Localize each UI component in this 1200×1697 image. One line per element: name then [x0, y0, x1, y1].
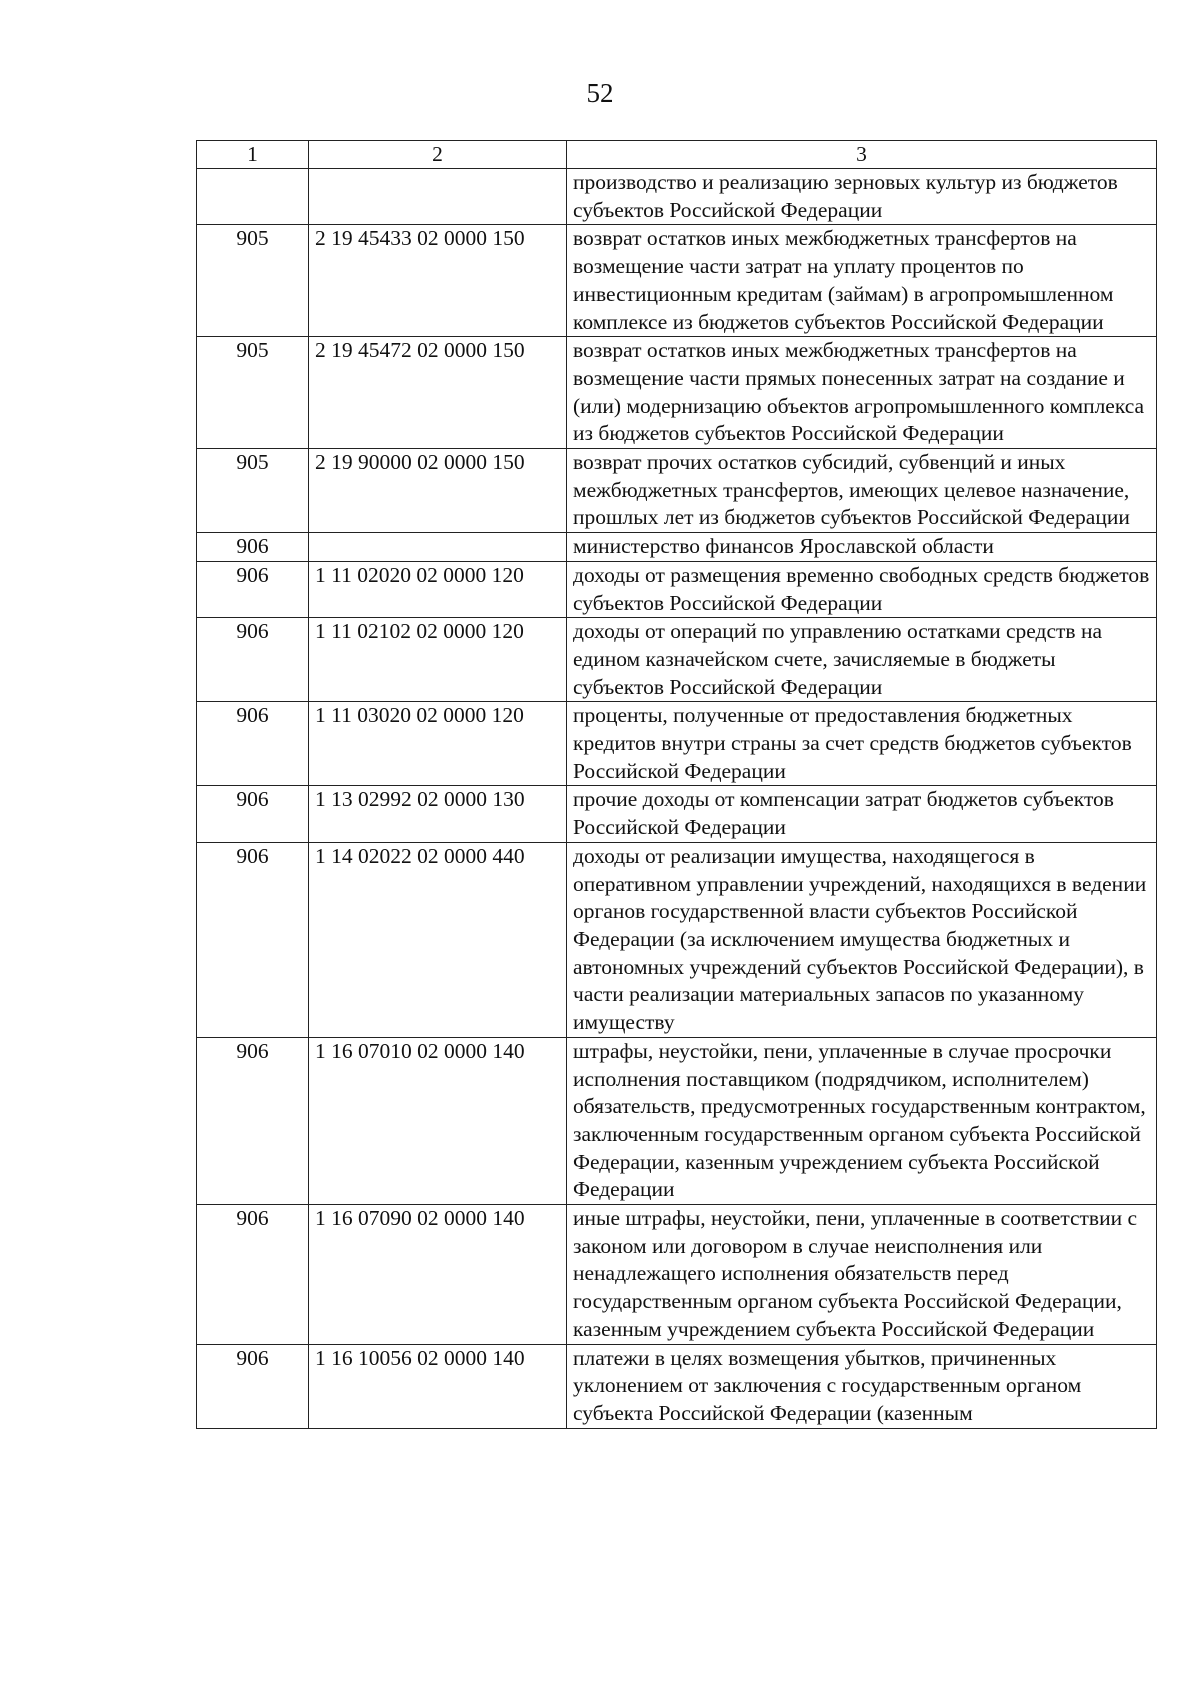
admin-code-cell: 906	[197, 842, 309, 1037]
description-cell: возврат прочих остатков субсидий, субвенций и иных межбюджетных трансфертов, имеющих целевое назначение, прошлых лет из бюджетов субъектов Российской Федерации	[567, 449, 1157, 533]
description-cell: иные штрафы, неустойки, пени, уплаченные в соответствии с законом или договором в случае неисполнения или ненадлежащего исполнения обязательств перед государственным органом субъекта Российской Федерации, казенным учреждением субъекта Российской Федерации	[567, 1205, 1157, 1345]
description-cell: штрафы, неустойки, пени, уплаченные в случае просрочки исполнения поставщиком (подрядчиком, исполнителем) обязательств, предусмотренных государственным контрактом, заключенным государственным органом субъекта Российской Федерации, казенным учреждением субъекта Российской Федерации	[567, 1037, 1157, 1204]
description-cell: возврат остатков иных межбюджетных трансфертов на возмещение части затрат на уплату процентов по инвестиционным кредитам (займам) в агропромышленном комплексе из бюджетов субъектов Российской Федерации	[567, 225, 1157, 337]
classification-code-cell: 1 16 07010 02 0000 140	[309, 1037, 567, 1204]
admin-code-cell: 906	[197, 1037, 309, 1204]
admin-code-cell: 905	[197, 337, 309, 449]
admin-code-cell: 906	[197, 561, 309, 617]
description-cell: доходы от размещения временно свободных средств бюджетов субъектов Российской Федерации	[567, 561, 1157, 617]
description-cell: проценты, полученные от предоставления бюджетных кредитов внутри страны за счет средств бюджетов субъектов Российской Федерации	[567, 702, 1157, 786]
classification-code-cell: 1 11 02020 02 0000 120	[309, 561, 567, 617]
classification-code-cell: 2 19 90000 02 0000 150	[309, 449, 567, 533]
admin-code-cell	[197, 169, 309, 225]
classification-code-cell: 2 19 45433 02 0000 150	[309, 225, 567, 337]
classification-code-cell: 1 11 02102 02 0000 120	[309, 618, 567, 702]
admin-code-cell: 905	[197, 449, 309, 533]
description-cell: возврат остатков иных межбюджетных трансфертов на возмещение части прямых понесенных затрат на создание и (или) модернизацию объектов агропромышленного комплекса из бюджетов субъектов Российской Федерации	[567, 337, 1157, 449]
table-row	[197, 702, 1157, 786]
classification-code-cell: 1 16 10056 02 0000 140	[309, 1344, 567, 1428]
admin-code-cell: 905	[197, 225, 309, 337]
classification-code-cell: 1 11 03020 02 0000 120	[309, 702, 567, 786]
table-row	[197, 786, 1157, 842]
header-row	[197, 141, 1157, 169]
description-cell: доходы от операций по управлению остатками средств на едином казначейском счете, зачисляемые в бюджеты субъектов Российской Федерации	[567, 618, 1157, 702]
description-cell: доходы от реализации имущества, находящегося в оперативном управлении учреждений, находящихся в ведении органов государственной власти субъектов Российской Федерации (за исключением имущества бюджетных и автономных учреждений субъектов Российской Федерации), в части реализации материальных запасов по указанному имуществу	[567, 842, 1157, 1037]
description-cell: производство и реализацию зерновых культур из бюджетов субъектов Российской Федерации	[567, 169, 1157, 225]
budget-codes-table	[196, 140, 1157, 1429]
table-row	[197, 561, 1157, 617]
admin-code-cell: 906	[197, 786, 309, 842]
table-row	[197, 169, 1157, 225]
admin-code-cell: 906	[197, 533, 309, 562]
header-col-3: 3	[567, 141, 1157, 169]
classification-code-cell	[309, 169, 567, 225]
classification-code-cell: 1 14 02022 02 0000 440	[309, 842, 567, 1037]
table-row	[197, 1344, 1157, 1428]
classification-code-cell: 2 19 45472 02 0000 150	[309, 337, 567, 449]
header-col-1: 1	[197, 141, 309, 169]
table-row	[197, 225, 1157, 337]
table-row	[197, 337, 1157, 449]
table-row	[197, 449, 1157, 533]
admin-code-cell: 906	[197, 618, 309, 702]
admin-code-cell: 906	[197, 702, 309, 786]
description-cell: платежи в целях возмещения убытков, причиненных уклонением от заключения с государственным органом субъекта Российской Федерации (казенным	[567, 1344, 1157, 1428]
classification-code-cell	[309, 533, 567, 562]
table-row	[197, 618, 1157, 702]
description-cell: министерство финансов Ярославской области	[567, 533, 1157, 562]
admin-code-cell: 906	[197, 1344, 309, 1428]
table-row	[197, 533, 1157, 562]
header-col-2: 2	[309, 141, 567, 169]
table-row	[197, 842, 1157, 1037]
classification-code-cell: 1 13 02992 02 0000 130	[309, 786, 567, 842]
page-number: 52	[586, 78, 614, 108]
table-row	[197, 1205, 1157, 1345]
description-cell: прочие доходы от компенсации затрат бюджетов субъектов Российской Федерации	[567, 786, 1157, 842]
classification-code-cell: 1 16 07090 02 0000 140	[309, 1205, 567, 1345]
table-row	[197, 1037, 1157, 1204]
admin-code-cell: 906	[197, 1205, 309, 1345]
